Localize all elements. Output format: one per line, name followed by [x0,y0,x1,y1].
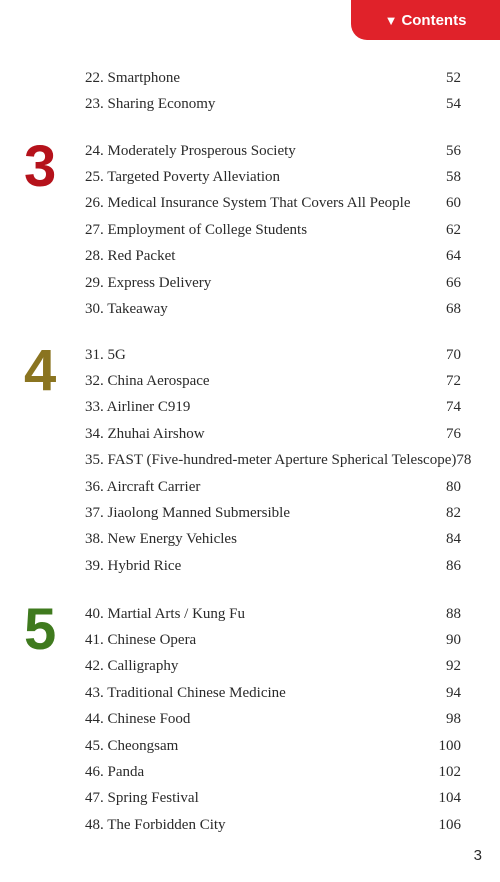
triangle-down-icon: ▼ [384,12,398,28]
toc-entry-page: 72 [446,372,461,389]
toc-entry-title: 41. Chinese Opera [85,631,197,648]
toc-entry-title: 29. Express Delivery [85,274,212,291]
toc-entry-page: 74 [446,399,461,416]
page-number: 3 [473,847,482,864]
toc-entry[interactable] [85,680,461,706]
toc-entry[interactable] [85,448,472,474]
toc-entry-page: 98 [446,711,461,728]
toc-entry[interactable] [85,733,461,759]
toc-entry-title: 35. FAST (Five-hundred-meter Aperture Spherical Telescope) [85,452,457,469]
toc-entry[interactable] [85,342,461,368]
section-number: 5 [24,597,57,662]
toc-entry-title: 45. Cheongsam [85,737,179,754]
toc-entry-page: 82 [446,504,461,521]
toc-entry[interactable] [85,527,461,553]
toc-entry-page: 60 [446,195,461,212]
toc-entry-title: 37. Jiaolong Manned Submersible [85,504,290,521]
toc-entry-title: 46. Panda [85,763,145,780]
toc-entry[interactable] [85,191,461,217]
toc-entry[interactable] [85,91,461,117]
toc-entry-page: 88 [446,605,461,622]
toc-entry[interactable] [85,601,461,627]
toc-entry-title: 30. Takeaway [85,300,168,317]
toc-entry-title: 25. Targeted Poverty Alleviation [85,168,281,185]
toc-entry[interactable] [85,421,461,447]
toc-entry-page: 58 [446,168,461,185]
toc-entry[interactable] [85,368,461,394]
toc-entry-title: 26. Medical Insurance System That Covers All People [85,195,411,212]
toc-entry-title: 24. Moderately Prosperous Society [85,142,296,159]
toc-entry-page: 62 [446,221,461,238]
toc-entry-title: 33. Airliner C919 [85,399,191,416]
toc-entry-title: 32. China Aerospace [85,372,210,389]
toc-entry[interactable] [85,759,461,785]
toc-entry-page: 94 [446,684,461,701]
toc-entry[interactable] [85,138,461,164]
toc-entry-title: 31. 5G [85,346,126,363]
toc-entry[interactable] [85,244,461,270]
toc-entry[interactable] [85,500,461,526]
section-number: 3 [24,134,57,199]
toc-entry[interactable] [85,164,461,190]
toc-entry[interactable] [85,627,461,653]
toc-entry-title: 42. Calligraphy [85,658,179,675]
toc-entry-title: 27. Employment of College Students [85,221,308,238]
toc-entry-page: 102 [438,763,461,780]
toc-entry-page: 92 [446,658,461,675]
toc-entry[interactable] [85,65,461,91]
toc-entry[interactable] [85,654,461,680]
toc-entry-title: 34. Zhuhai Airshow [85,425,205,442]
toc-entry-page: 84 [446,531,461,548]
toc-entry-title: 23. Sharing Economy [85,95,216,112]
contents-tab-label: Contents [401,11,467,29]
toc-entry[interactable] [85,474,461,500]
toc-entry[interactable] [85,786,461,812]
toc-entry-title: 44. Chinese Food [85,711,191,728]
toc-entry[interactable] [85,707,461,733]
toc-entry[interactable] [85,270,461,296]
toc-entry-title: 39. Hybrid Rice [85,557,182,574]
toc-entry-page: 80 [446,478,461,495]
toc-entry-page: 76 [446,425,461,442]
toc-entry-page: 100 [438,737,461,754]
toc-entry-title: 38. New Energy Vehicles [85,531,237,548]
toc-entry-page: 64 [446,248,461,265]
toc-entry[interactable] [85,553,461,579]
toc-entry-page: 68 [446,300,461,317]
section-number: 4 [24,338,57,403]
toc-entry-title: 43. Traditional Chinese Medicine [85,684,286,701]
toc-entry[interactable] [85,296,461,322]
toc-entry-page: 104 [438,790,461,807]
toc-entry-page: 54 [446,95,461,112]
toc-entry-title: 40. Martial Arts / Kung Fu [85,605,245,622]
toc-entry[interactable] [85,217,461,243]
contents-tab[interactable] [351,0,500,40]
toc-entry-title: 28. Red Packet [85,248,176,265]
toc-entry-page: 106 [438,816,461,833]
toc-entry-page: 66 [446,274,461,291]
toc-entry-page: 78 [456,452,472,469]
toc-entry-page: 90 [446,631,461,648]
toc-entry-page: 86 [446,557,461,574]
toc-entry-title: 36. Aircraft Carrier [85,478,201,495]
toc-entry-title: 47. Spring Festival [85,790,199,807]
toc-entry-title: 22. Smartphone [85,69,180,86]
toc-entry[interactable] [85,395,461,421]
toc-entry[interactable] [85,812,461,838]
toc-entry-title: 48. The Forbidden City [85,816,226,833]
toc-entry-page: 52 [446,69,461,86]
toc-entry-page: 56 [446,142,461,159]
toc-entry-page: 70 [446,346,461,363]
